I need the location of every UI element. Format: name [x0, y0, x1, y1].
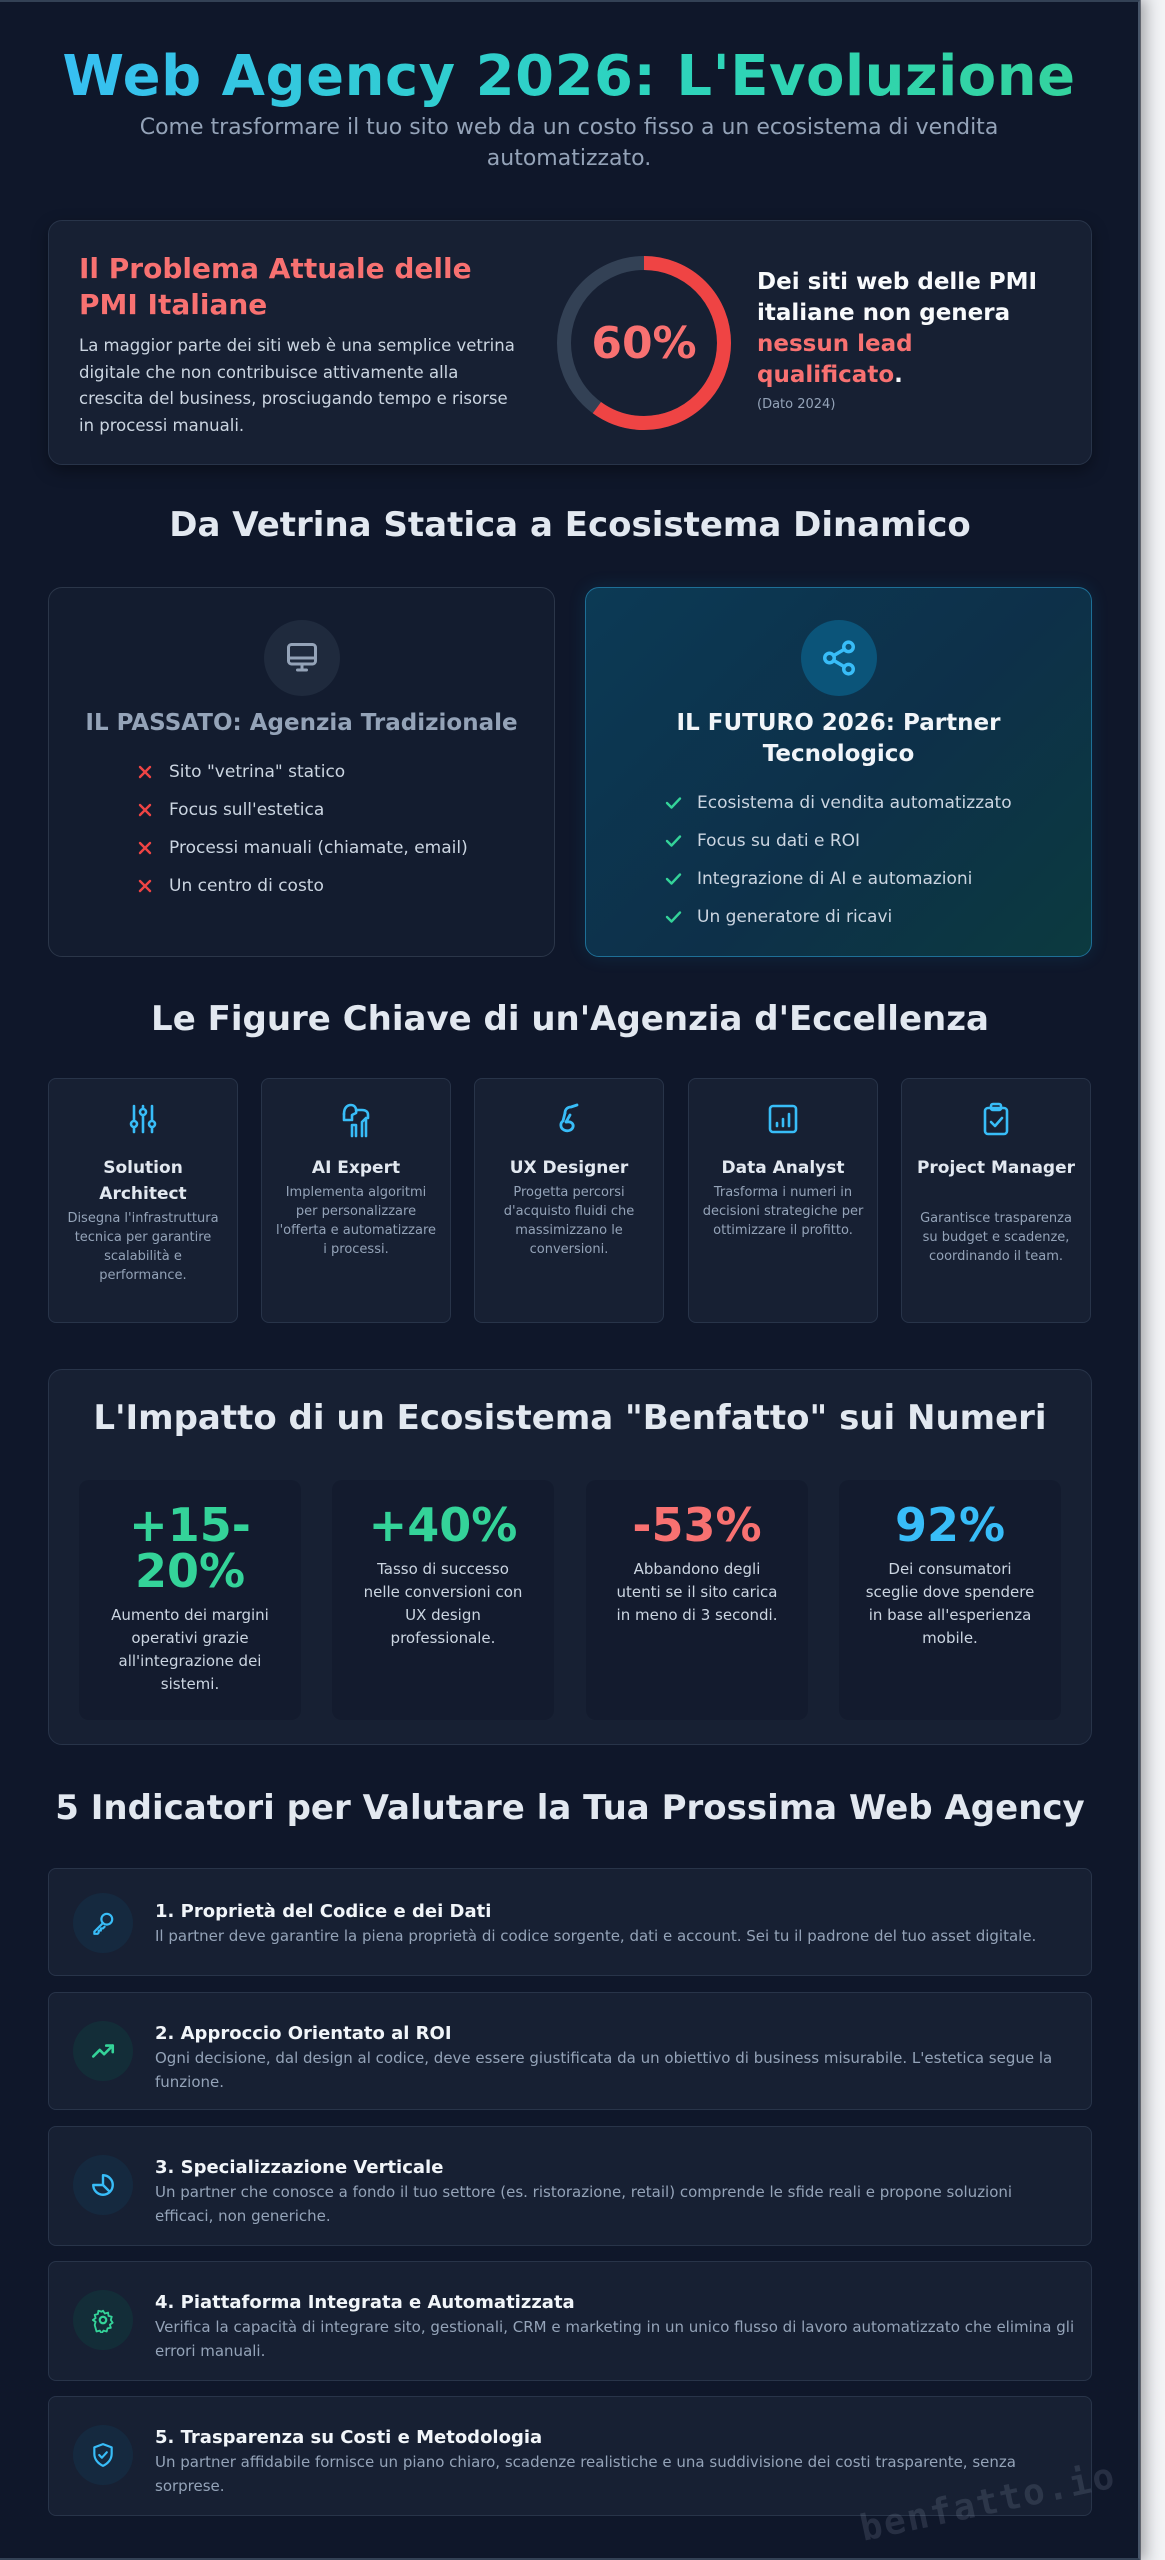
donut-percent-label: 60%: [591, 317, 697, 369]
metric-description: Dei consumatori sceglie dove spendere in base all'esperienza mobile.: [865, 1560, 1035, 1647]
metric-card: [332, 1480, 554, 1720]
indicator-description: Ogni decisione, dal design al codice, deve essere giustificata da un obiettivo di business misurabile. L'estetica segue la funzione.: [155, 2049, 1053, 2091]
past-title: IL PASSATO: Agenzia Tradizionale: [85, 710, 518, 736]
roles-grid: [48, 1078, 1092, 1323]
future-list-item: Un generatore di ricavi: [665, 898, 1012, 936]
watermark: benfatto.io: [856, 2455, 1120, 2550]
robot-icon: [262, 1101, 450, 1137]
metric-value: +40%: [368, 1498, 518, 1552]
check-icon: [665, 910, 697, 924]
role-title: Solution Architect: [99, 1158, 187, 1204]
indicator-description: Verifica la capacità di integrare sito, gestionali, CRM e marketing in un unico flusso di lavoro automatizzato che elimina gli errori manuali.: [155, 2318, 1075, 2360]
sliders-icon: [49, 1101, 237, 1137]
key-icon: [73, 1893, 133, 1953]
stat-highlight: nessun lead qualificato: [757, 331, 913, 388]
role-description: Trasforma i numeri in decisioni strategiche per ottimizzare il profitto.: [702, 1185, 864, 1238]
bar-chart-icon: [689, 1101, 877, 1137]
comparison-section-title: Da Vetrina Statica a Ecosistema Dinamico: [169, 505, 971, 545]
metric-card: [586, 1480, 808, 1720]
indicator-title: 4. Piattaforma Integrata e Automatizzata: [155, 2292, 575, 2313]
clipboard-check-icon: [902, 1101, 1090, 1137]
stat-suffix: .: [894, 362, 903, 388]
indicator-card: [48, 1992, 1092, 2110]
roles-section-title: Le Figure Chiave di un'Agenzia d'Eccellenza: [151, 999, 989, 1039]
role-description: Implementa algoritmi per personalizzare l'offerta e automatizzare i processi.: [275, 1185, 437, 1257]
stat-source-note: (Dato 2024): [757, 397, 836, 412]
indicator-title: 2. Approccio Orientato al ROI: [155, 2023, 452, 2044]
future-title: IL FUTURO 2026: Partner Tecnologico: [676, 710, 1001, 767]
monitor-icon: [264, 620, 340, 696]
role-card-ux-designer: [474, 1078, 664, 1323]
problem-stat-text: [757, 267, 1057, 391]
role-card-solution-architect: [48, 1078, 238, 1323]
indicator-title: 3. Specializzazione Verticale: [155, 2157, 444, 2178]
past-list-item: Processi manuali (chiamate, email): [137, 829, 468, 867]
role-title: Project Manager: [916, 1158, 1076, 1178]
indicator-card: [48, 1868, 1092, 1976]
x-icon: [137, 802, 169, 818]
indicator-description: Un partner affidabile fornisce un piano chiaro, scadenze realistiche e una suddivisione dei costi trasparente, senza sorprese.: [155, 2453, 1016, 2495]
x-icon: [137, 840, 169, 856]
impact-section: [48, 1369, 1092, 1745]
role-description: Disegna l'infrastruttura tecnica per garantire scalabilità e performance.: [67, 1211, 219, 1283]
pie-chart-icon: [73, 2155, 133, 2215]
header: [0, 2, 1138, 174]
past-list-item: Sito "vetrina" statico: [137, 753, 468, 791]
problem-description: La maggior parte dei siti web è una semplice vetrina digitale che non contribuisce attivamente alla crescita del business, prosciugando tempo e risorse in processi manuali.: [79, 336, 515, 435]
check-icon: [665, 834, 697, 848]
shield-check-icon: [73, 2425, 133, 2485]
x-icon: [137, 878, 169, 894]
indicator-title: 5. Trasparenza su Costi e Metodologia: [155, 2427, 543, 2448]
check-icon: [665, 872, 697, 886]
impact-title: L'Impatto di un Ecosistema "Benfatto" sui Numeri: [93, 1398, 1047, 1438]
role-card-data-analyst: [688, 1078, 878, 1323]
indicator-description: Un partner che conosce a fondo il tuo settore (es. ristorazione, retail) comprende le sfide reali e propone soluzioni efficaci, non generiche.: [155, 2183, 1013, 2225]
indicator-title: 1. Proprietà del Codice e dei Dati: [155, 1901, 492, 1922]
share-icon: [801, 620, 877, 696]
design-icon: [475, 1101, 663, 1137]
problem-title: Il Problema Attuale delle PMI Italiane: [79, 252, 472, 321]
stat-prefix: Dei siti web delle PMI italiane non genera: [757, 269, 1038, 326]
role-title: AI Expert: [311, 1158, 401, 1178]
indicator-card: [48, 2126, 1092, 2246]
metric-value: -53%: [632, 1498, 762, 1552]
metric-value: +15-20%: [129, 1498, 251, 1598]
role-card-ai-expert: [261, 1078, 451, 1323]
indicators-section-title: 5 Indicatori per Valutare la Tua Prossima Web Agency: [55, 1788, 1085, 1828]
metric-description: Tasso di successo nelle conversioni con UX design professionale.: [363, 1560, 523, 1647]
metric-description: Aumento dei margini operativi grazie all'integrazione dei sistemi.: [111, 1606, 269, 1693]
past-list: [137, 753, 468, 905]
role-description: Progetta percorsi d'acquisto fluidi che massimizzano le conversioni.: [503, 1185, 635, 1257]
indicator-card: [48, 2261, 1092, 2381]
metric-value: 92%: [894, 1498, 1006, 1552]
problem-card: [48, 220, 1092, 465]
page-subtitle: Come trasformare il tuo sito web da un costo fisso a un ecosistema di vendita automatizzato.: [139, 115, 999, 171]
metric-card: [79, 1480, 301, 1720]
future-agency-card: [585, 587, 1092, 957]
role-title: Data Analyst: [721, 1158, 845, 1178]
indicator-description: Il partner deve garantire la piena proprietà di codice sorgente, dati e account. Sei tu il padrone del tuo asset digitale.: [155, 1927, 1037, 1945]
future-list: [665, 784, 1012, 936]
page-title: Web Agency 2026: L'Evoluzione: [0, 42, 1138, 112]
role-title: UX Designer: [509, 1158, 629, 1178]
trending-up-icon: [73, 2021, 133, 2081]
x-icon: [137, 764, 169, 780]
past-list-item: Un centro di costo: [137, 867, 468, 905]
future-list-item: Ecosistema di vendita automatizzato: [665, 784, 1012, 822]
future-list-item: Integrazione di AI e automazioni: [665, 860, 1012, 898]
past-agency-card: [48, 587, 555, 957]
metric-card: [839, 1480, 1061, 1720]
past-list-item: Focus sull'estetica: [137, 791, 468, 829]
role-card-project-manager: [901, 1078, 1091, 1323]
role-description: Garantisce trasparenza su budget e scadenze, coordinando il team.: [920, 1211, 1072, 1264]
metric-description: Abbandono degli utenti se il sito carica in meno di 3 secondi.: [616, 1560, 778, 1624]
check-icon: [665, 796, 697, 810]
gear-icon: [73, 2290, 133, 2350]
future-list-item: Focus su dati e ROI: [665, 822, 1012, 860]
